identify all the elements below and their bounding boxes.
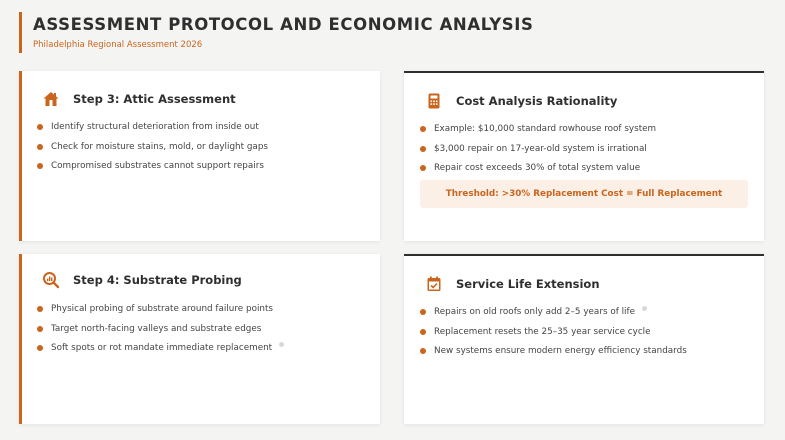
bullet-list — [420, 306, 687, 365]
substrate-probing-card — [19, 254, 380, 424]
card-title: Step 4: Substrate Probing — [73, 273, 242, 287]
bullet-list — [37, 303, 284, 362]
list-item: Target north-facing valleys and substrate edges — [37, 323, 284, 343]
card-title: Service Life Extension — [456, 277, 600, 291]
card-title: Step 3: Attic Assessment — [73, 92, 236, 106]
bullet-dot — [420, 309, 426, 315]
calendar-check-icon — [425, 275, 443, 293]
attic-assessment-card — [19, 71, 380, 241]
list-item: New systems ensure modern energy efficiency standards — [420, 345, 687, 365]
list-item: Repair cost exceeds 30% of total system value — [420, 162, 656, 182]
bullet-dot — [420, 126, 426, 132]
citation-marker[interactable] — [642, 306, 647, 311]
bullet-list — [37, 121, 268, 180]
card-header — [425, 92, 617, 110]
bullet-dot — [420, 165, 426, 171]
list-item: Soft spots or rot mandate immediate replacement — [37, 342, 284, 362]
bullet-list — [420, 123, 656, 182]
page-title: ASSESSMENT PROTOCOL AND ECONOMIC ANALYSIS — [33, 15, 534, 34]
bullet-dot — [420, 329, 426, 335]
list-item: Identify structural deterioration from inside out — [37, 121, 268, 141]
page-subtitle: Philadelphia Regional Assessment 2026 — [33, 40, 203, 50]
list-item: Example: $10,000 standard rowhouse roof system — [420, 123, 656, 143]
bullet-dot — [37, 163, 43, 169]
list-item: Compromised substrates cannot support repairs — [37, 160, 268, 180]
card-header — [42, 271, 242, 289]
bullet-dot — [420, 348, 426, 354]
list-item: $3,000 repair on 17-year-old system is irrational — [420, 143, 656, 163]
magnifier-chart-icon — [42, 271, 60, 289]
card-header — [42, 90, 236, 108]
list-item: Physical probing of substrate around failure points — [37, 303, 284, 323]
house-icon — [42, 90, 60, 108]
calculator-icon — [425, 92, 443, 110]
bullet-dot — [37, 306, 43, 312]
card-title: Cost Analysis Rationality — [456, 94, 618, 108]
list-item: Replacement resets the 25–35 year service cycle — [420, 326, 687, 346]
list-item: Repairs on old roofs only add 2–5 years of life — [420, 306, 687, 326]
bullet-dot — [420, 146, 426, 152]
bullet-dot — [37, 345, 43, 351]
list-item: Check for moisture stains, mold, or daylight gaps — [37, 141, 268, 161]
bullet-dot — [37, 124, 43, 130]
cost-analysis-card — [404, 71, 764, 241]
service-life-card — [404, 254, 764, 424]
threshold-callout: Threshold: >30% Replacement Cost = Full Replacement — [420, 180, 748, 208]
card-header — [425, 275, 600, 293]
citation-marker[interactable] — [279, 342, 284, 347]
bullet-dot — [37, 326, 43, 332]
bullet-dot — [37, 144, 43, 150]
page-header — [19, 12, 534, 53]
